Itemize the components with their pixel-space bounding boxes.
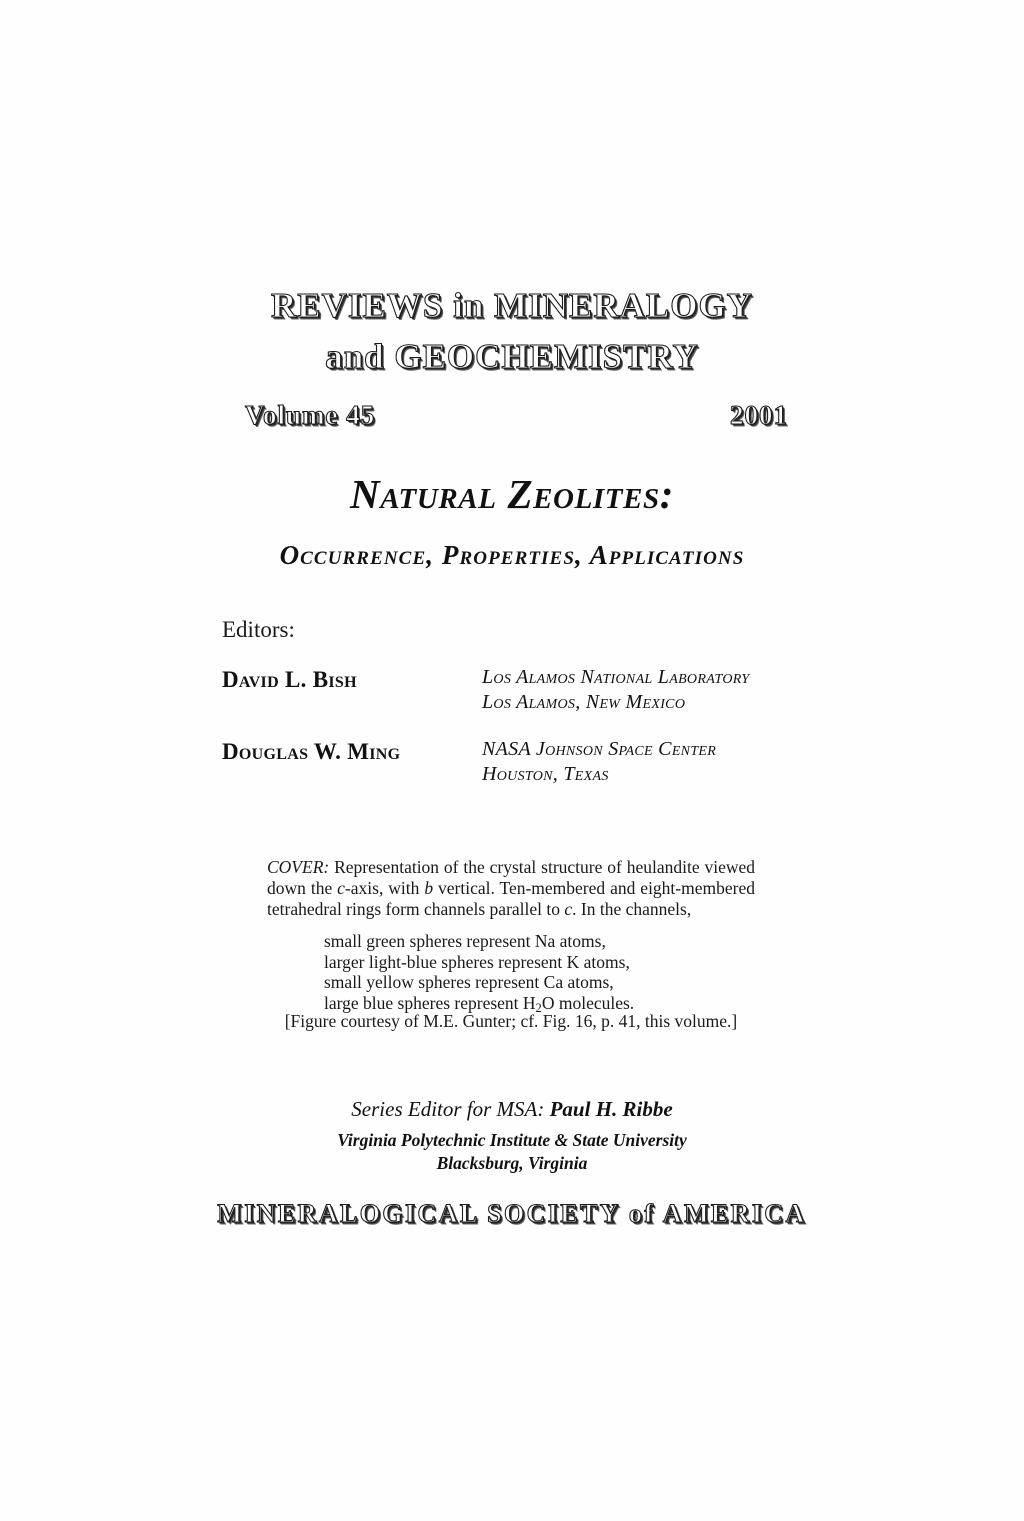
editor-affiliation [482,737,716,787]
editor-entry [222,737,802,787]
series-editor-location: Blacksburg, Virginia [436,1153,588,1173]
editors-label: Editors: [222,617,295,642]
cover-text-part-1: Representation of the crystal structure of heulandite viewed down the [267,857,755,898]
editor-affiliation-line: NASA Johnson Space Center [482,738,717,760]
cover-text-part-3: vertical. Ten-membered and eight-membered tetrahedral rings form channels parallel to [267,878,755,919]
axis-b-italic: b [424,878,434,898]
publication-year: 2001 [730,400,788,430]
publisher-name: MINERALOGICAL SOCIETY of AMERICA [217,1199,807,1228]
masthead [0,285,1024,378]
editor-affiliation [482,665,749,715]
editor-affiliation-line: Los Alamos National Laboratory [482,666,750,688]
editor-name: Douglas W. Ming [222,739,401,764]
masthead-line-2: and GEOCHEMISTRY [325,337,699,376]
cover-label: COVER: [267,857,330,877]
axis-c-italic: c [564,899,573,919]
cover-description [267,857,755,920]
series-editor-institution: Virginia Polytechnic Institute & State University [337,1130,687,1150]
series-editor-block [0,1096,1024,1175]
list-item: larger light-blue spheres represent K atoms, [324,951,630,972]
series-editor-name: Paul H. Ribbe [549,1097,673,1121]
publisher-footer [0,1198,1024,1230]
cover-text-part-4: . In the channels, [572,899,692,919]
water-subscript: 2 [535,1000,542,1015]
editor-entry [222,665,802,715]
editor-name: David L. Bish [222,667,357,692]
water-line-suffix: O molecules. [541,992,635,1013]
masthead-line-1: REVIEWS in MINERALOGY [271,286,753,325]
series-editor-label: Series Editor for MSA: [351,1097,550,1121]
list-item: small green spheres represent Na atoms, [324,931,606,951]
series-editor-line [0,1096,1024,1122]
list-item: small yellow spheres represent Ca atoms, [324,972,614,993]
editor-affiliation-line: Houston, Texas [482,763,609,785]
page-subtitle: Occurrence, Properties, Applications [279,540,745,570]
axis-c-italic: c [337,878,345,898]
water-line-prefix: large blue spheres represent H [324,992,536,1013]
figure-credit: [Figure courtesy of M.E. Gunter; cf. Fig. 16, p. 41, this volume.] [284,1011,738,1031]
cover-text-part-2: -axis, with [344,878,425,898]
volume-year-row [245,399,788,431]
page-title: Natural Zeolites: [349,471,675,517]
editor-affiliation-line: Los Alamos, New Mexico [482,691,686,713]
volume-number: Volume 45 [245,400,376,430]
sphere-legend-list [324,931,764,1019]
